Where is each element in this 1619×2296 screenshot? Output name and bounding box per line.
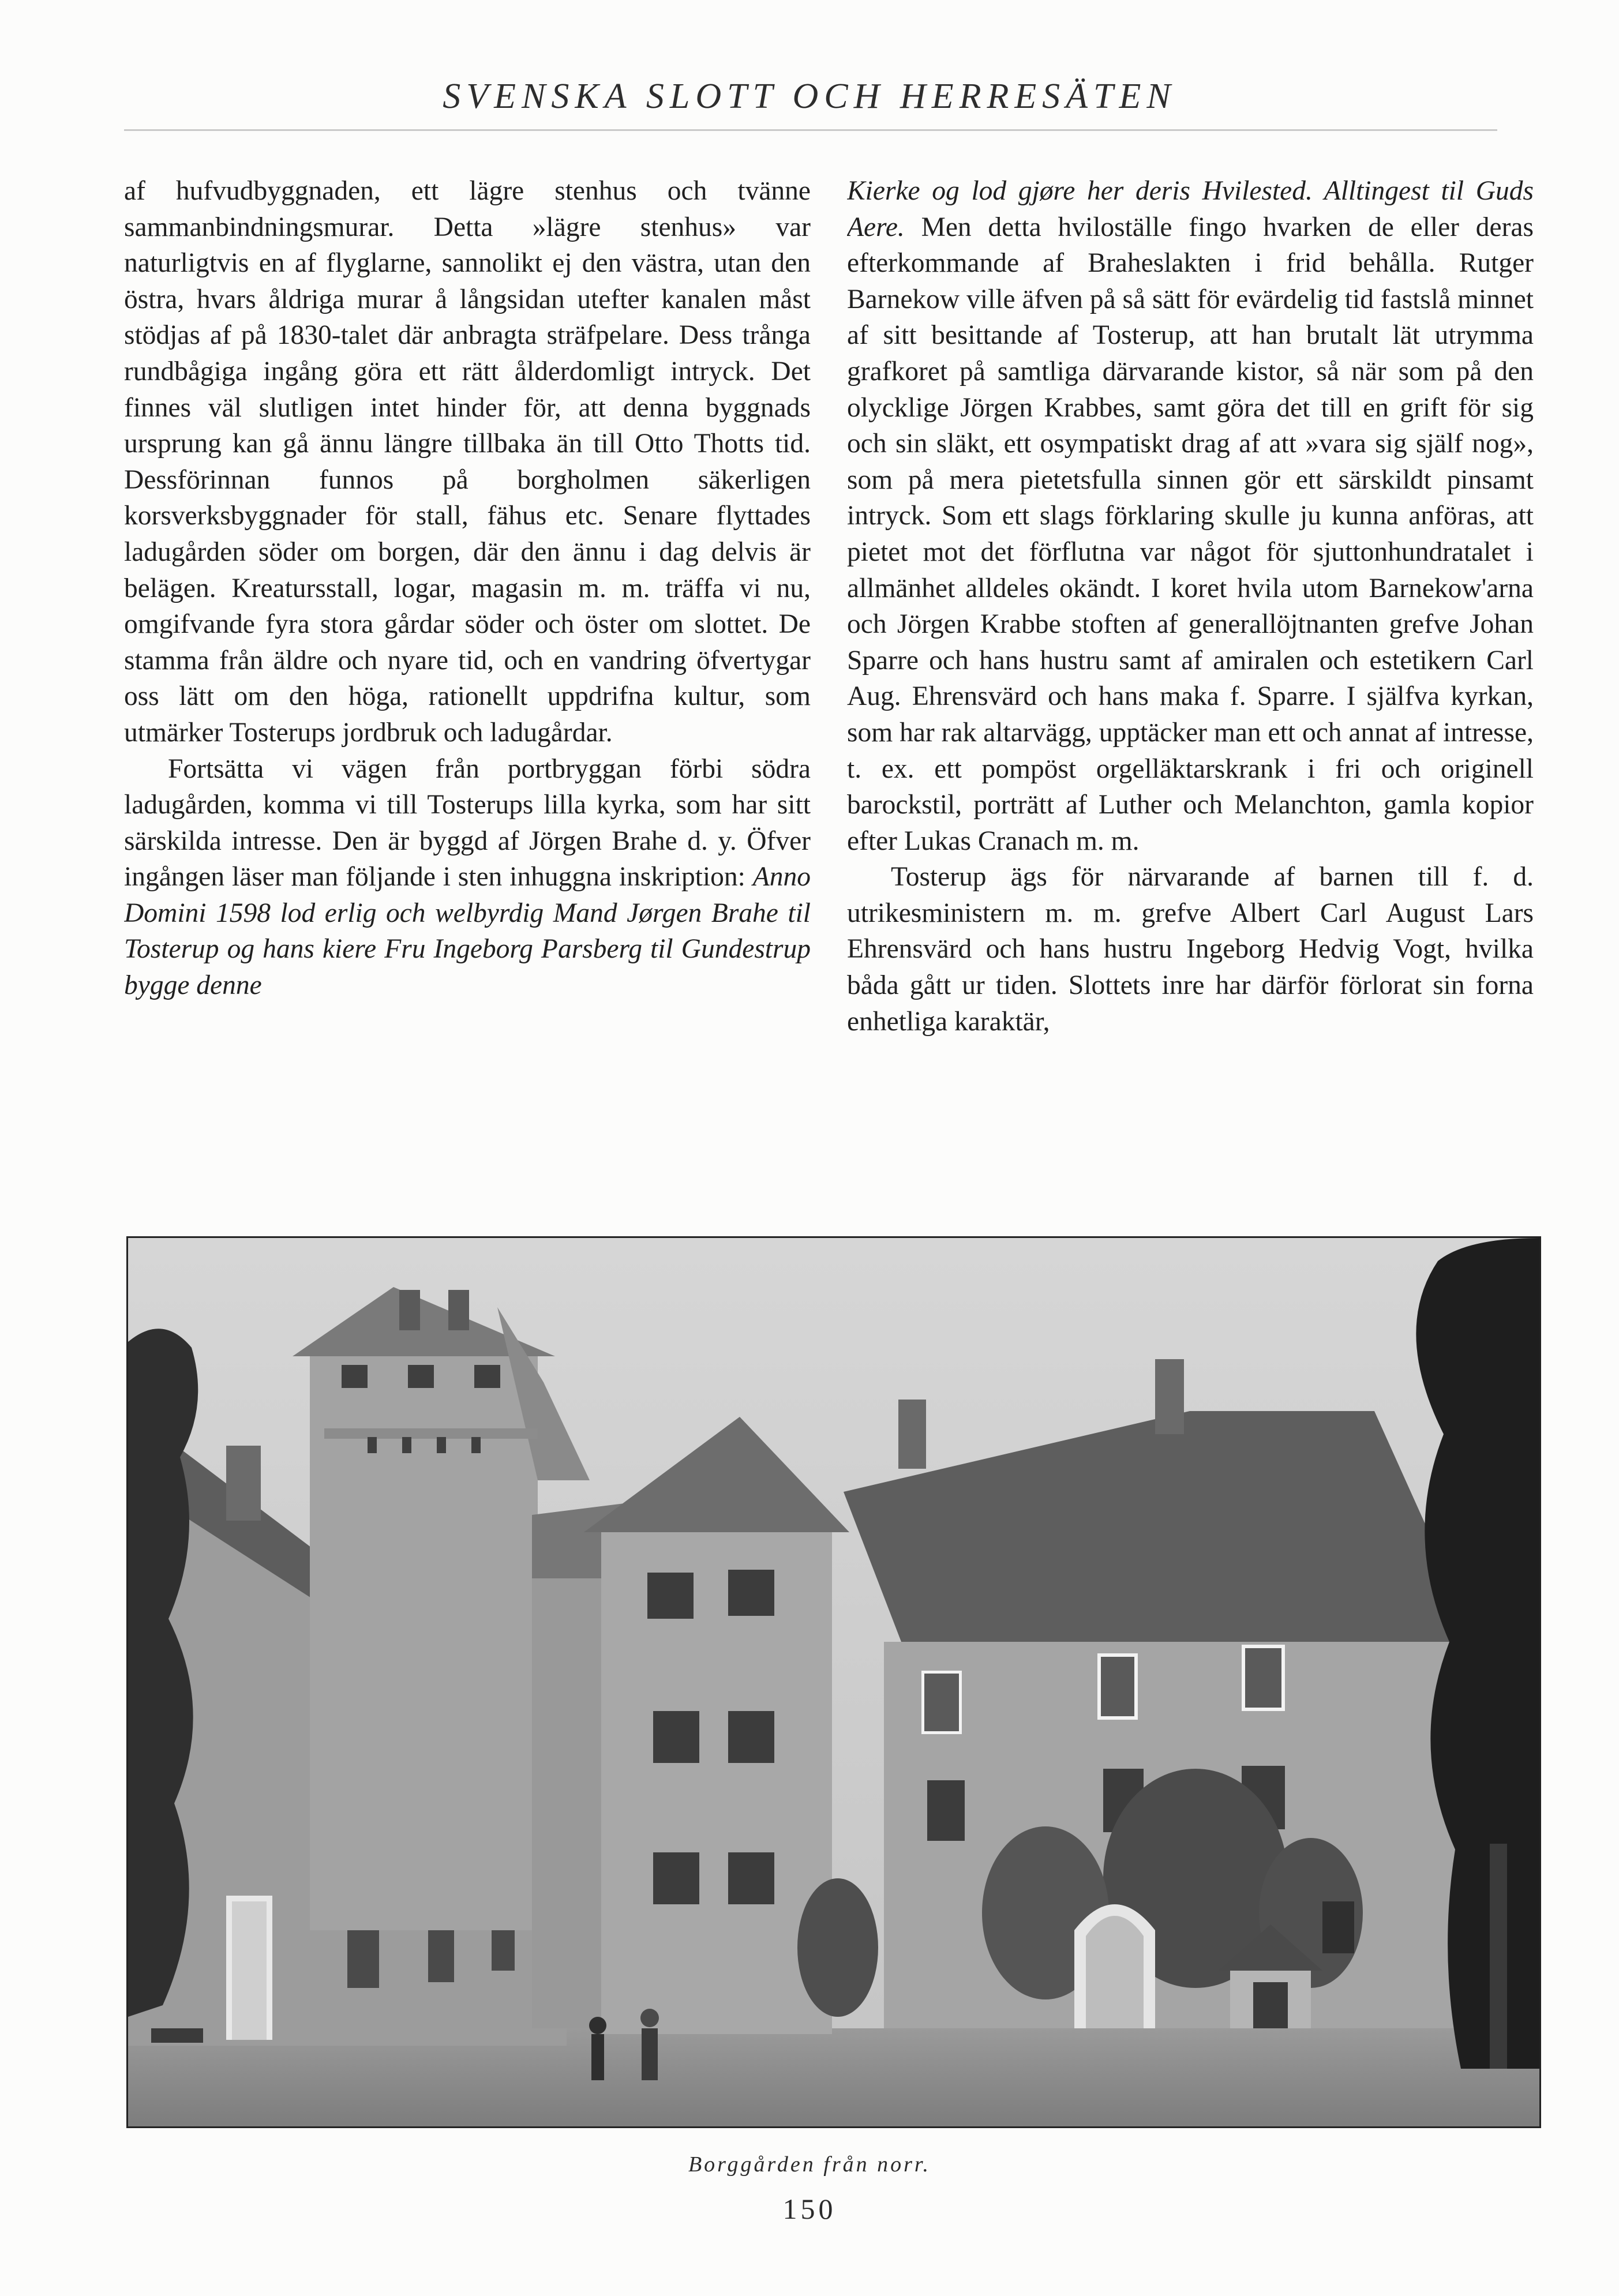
header-rule xyxy=(124,129,1497,131)
castle-courtyard-photograph xyxy=(126,1236,1541,2128)
photo-caption: Borggården från norr. xyxy=(688,2152,931,2177)
courtyard-illustration xyxy=(128,1238,1539,2126)
left-text-column xyxy=(124,173,811,1211)
right-paragraph-2: Tosterup ägs för närvarande af barnen till f. d. utrikesministern m. m. grefve Albert Carl August Lars Ehrensvärd och hans hustru Ingeborg Hedvig Vogt, hvilka båda gått ur tiden. Slottets inre har därför förlorat sin forna enhetliga karaktär, xyxy=(847,862,1534,1037)
left-paragraph-2 xyxy=(124,751,811,1004)
left-paragraph-2-text: Fortsätta vi vägen från portbryggan förbi södra ladugården, komma vi till Tosterups lilla kyrka, som har sitt särskilda intresse. Den är byggd af Jörgen Brahe d. y. Öfver ingången läser man följande i sten inhuggna inskription: xyxy=(124,753,811,892)
page-number: 150 xyxy=(782,2193,837,2225)
left-paragraph-1: af hufvudbyggnaden, ett lägre stenhus och tvänne sammanbindningsmurar. Detta »lägre stenhus» var naturligtvis en af flyglarne, sannolikt ej den västra, utan den östra, hvars åldriga murar å långsidan utefter kanalen måst stödjas af på 1830-talet där anbragta sträfpelare. Dess trånga rundbågiga ingång göra ett rätt ålderdomligt intryck. Det finnes väl slutligen intet hinder för, att denna byggnads ursprung kan gå ännu längre tillbaka än till Otto Thotts tid. Dessförinnan funnos på borgholmen säkerligen korsverksbyggnader för stall, fähus etc. Senare flyttades ladugården söder om borgen, där den ännu i dag delvis är belägen. Kreatursstall, logar, magasin m. m. träffa vi nu, omgifvande fyra stora gårdar söder och öster om slottet. De stamma från äldre och nyare tid, och en vandring öfvertygar oss lätt om den höga, rationellt uppdrifna kultur, som utmärker Tosterups jordbruk och ladugårdar. xyxy=(124,176,811,748)
right-paragraph-1 xyxy=(847,173,1534,859)
inscription-part-2: Kierke og lod gjøre her deris Hvilested. Alltingest til Guds Aere. xyxy=(847,176,1534,242)
inscription-part-1: Anno Domini 1598 lod erlig och welbyrdig Mand Jørgen Brahe til Tosterup og hans kiere Fru Ingeborg Parsberg til Gundestrup bygge denne xyxy=(124,862,811,1001)
right-text-column xyxy=(847,173,1534,1211)
right-paragraph-1-text: Men detta hviloställe fingo hvarken de eller deras efterkommande af Braheslakten i frid behålla. Rutger Barnekow ville äfven på så sätt för evärdelig tid fastslå minnet af sitt besittande af Tosterup, att han brutalt lät utrymma grafkoret på samtliga därvarande kistor, så när som på den olycklige Jörgen Krabbes, samt göra det till en grift för sig och sin släkt, ett osympatiskt drag af att »vara sig själf nog», som på mera pietetsfulla sinnen gör ett särskildt pinsamt intryck. Som ett slags förklaring skulle ju kunna anföras, att pietet mot det förflutna var något för sjuttonhundratalet i allmänhet alldeles okändt. I koret hvila utom Barnekow'arna och Jörgen Krabbe stoften af generallöjtnanten grefve Johan Sparre och hans hustru samt af amiralen och estetikern Carl Aug. Ehrensvärd och hans maka f. Sparre. I själfva kyrkan, som har rak altarvägg, upptäcker man ett och annat af intresse, t. ex. ett pompöst orgelläktarskrank i fri och originell barockstil, porträtt af Luther och Melanchton, gamla kopior efter Lukas Cranach m. m. xyxy=(847,212,1534,856)
running-head: SVENSKA SLOTT OCH HERRESÄTEN xyxy=(443,77,1176,116)
